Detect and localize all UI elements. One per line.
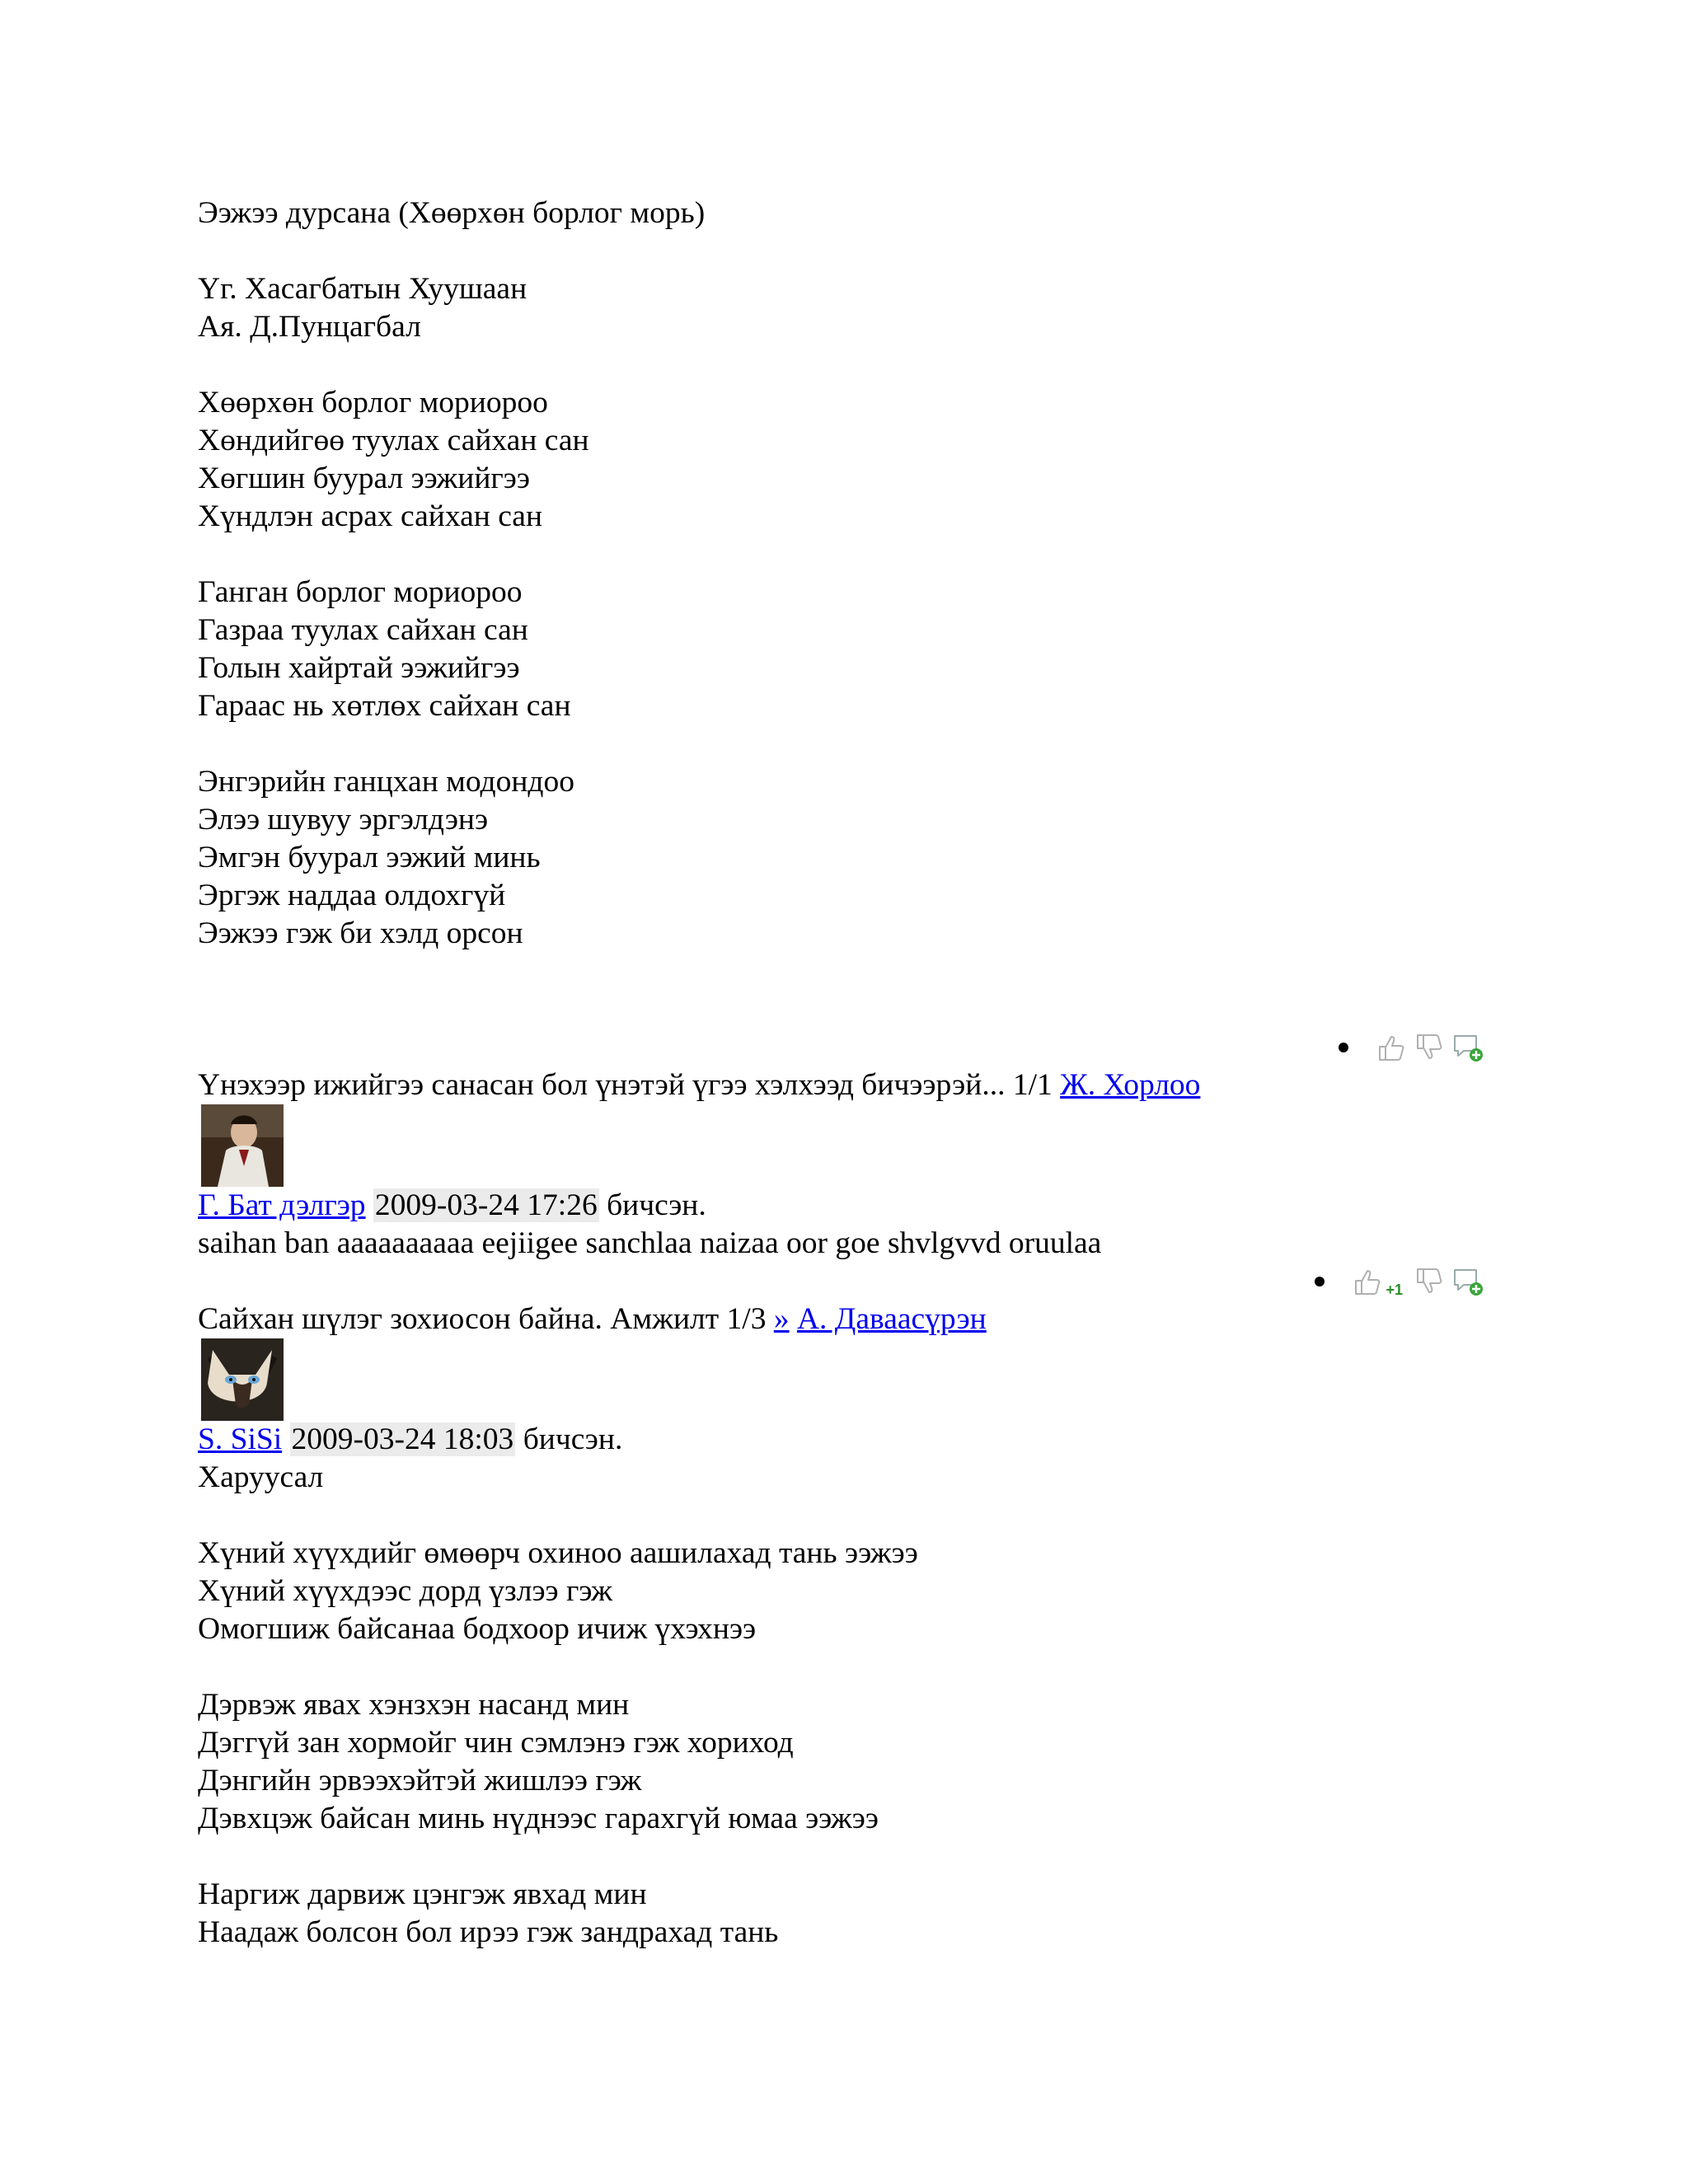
poem-line: Хөгшин буурал ээжийгээ [198, 462, 530, 495]
comment-summary [198, 1066, 1517, 1104]
poem-line: Голын хайртай ээжийгээ [198, 651, 520, 685]
comment-body-line: Наргиж дарвиж цэнгэж явхад мин [198, 1877, 647, 1911]
comment-wrote: бичсэн. [607, 1188, 706, 1222]
comment-body-line: Хүний хүүхдээс дорд үзлээ гэж [198, 1574, 613, 1608]
poem-line: Эмгэн буурал ээжий минь [198, 841, 541, 874]
comment-body-title: Харуусал [198, 1460, 324, 1494]
comment-body-line: Дэвхцэж байсан минь нүднээс гарахгүй юмаа ээжээ [198, 1802, 879, 1835]
poem-line: Гараас нь хөтлөх сайхан сан [198, 689, 571, 723]
poem-line: Хөөрхөн борлог мориороо [198, 386, 548, 419]
avatar[interactable] [201, 1104, 284, 1187]
comment-actions [198, 1263, 1517, 1301]
comment-author-link[interactable]: S. SiSi [198, 1422, 283, 1456]
page-content [198, 194, 1517, 1952]
comment-body-line: Дэггүй зан хормойг чин сэмлэнэ гэж хориход [198, 1726, 794, 1760]
add-comment-icon[interactable] [1452, 1266, 1484, 1297]
add-comment-icon[interactable] [1452, 1032, 1484, 1063]
more-link[interactable]: » [773, 1302, 790, 1336]
comment-text: Үнэхээр ижийгээ санасан бол үнэтэй үгээ хэлхээд бичээрэй... 1/1 [198, 1068, 1053, 1102]
comment-summary [198, 1301, 1517, 1338]
bullet [1315, 1277, 1325, 1286]
poem-line: Газраа туулах сайхан сан [198, 613, 528, 647]
comment-text: Сайхан шүлэг зохиосон байна. Амжилт 1/3 [198, 1302, 767, 1336]
comment-date: 2009-03-24 18:03 [291, 1422, 514, 1456]
poem-composer: Ая. Д.Пунцагбал [198, 310, 421, 344]
poem-line: Хүндлэн асрах сайхан сан [198, 499, 543, 533]
comment-body-line: Наадаж болсон бол ирээ гэж зандрахад тань [198, 1915, 779, 1949]
reply-author-link[interactable]: А. Даваасүрэн [796, 1302, 987, 1336]
comment-body-line: Дэрвэж явах хэнзхэн насанд мин [198, 1688, 630, 1722]
comment-body: saihan ban aaaaaaaaaa eejiigee sanchlaa naizaa oor goe shvlgvvd oruulaa [198, 1226, 1102, 1260]
comment-body-line: Дэнгийн эрвээхэйтэй жишлээ гэж [198, 1764, 642, 1797]
comment-meta [198, 1187, 1517, 1225]
thumbs-down-icon[interactable] [1414, 1032, 1446, 1063]
bullet [1339, 1043, 1348, 1052]
comment-meta [198, 1421, 1517, 1459]
poem-lyricist: Үг. Хасагбатын Хуушаан [198, 272, 528, 306]
comment-actions [198, 1029, 1517, 1066]
comment-author-link[interactable]: Г. Бат дэлгэр [198, 1188, 366, 1222]
poem-line: Хөндийгөө туулах сайхан сан [198, 424, 589, 457]
poem-line: Эргэж наддаа олдохгүй [198, 879, 506, 912]
thumbs-down-icon[interactable] [1414, 1266, 1446, 1297]
poem-line: Ээжээ гэж би хэлд орсон [198, 916, 523, 950]
vote-count: +1 [1386, 1282, 1403, 1298]
comment-body-line: Омогшиж байсанаа бодхоор ичиж үхэхнээ [198, 1612, 757, 1646]
comment-date: 2009-03-24 17:26 [374, 1188, 598, 1222]
comment-body-line: Хүний хүүхдийг өмөөрч охиноо аашилахад тань ээжээ [198, 1536, 918, 1570]
thumbs-up-icon[interactable] [1376, 1032, 1408, 1063]
poem-line: Энгэрийн ганцхан модондоо [198, 765, 575, 799]
thumbs-up-icon[interactable] [1353, 1266, 1384, 1297]
poem-line: Элээ шувуу эргэлдэнэ [198, 803, 489, 837]
poem-title: Ээжээ дурсана (Хөөрхөн борлог морь) [198, 196, 706, 230]
reply-author-link[interactable]: Ж. Хорлоо [1060, 1068, 1201, 1102]
poem-line: Ганган борлог мориороо [198, 575, 523, 609]
avatar[interactable] [201, 1338, 284, 1421]
comment-wrote: бичсэн. [523, 1422, 623, 1456]
